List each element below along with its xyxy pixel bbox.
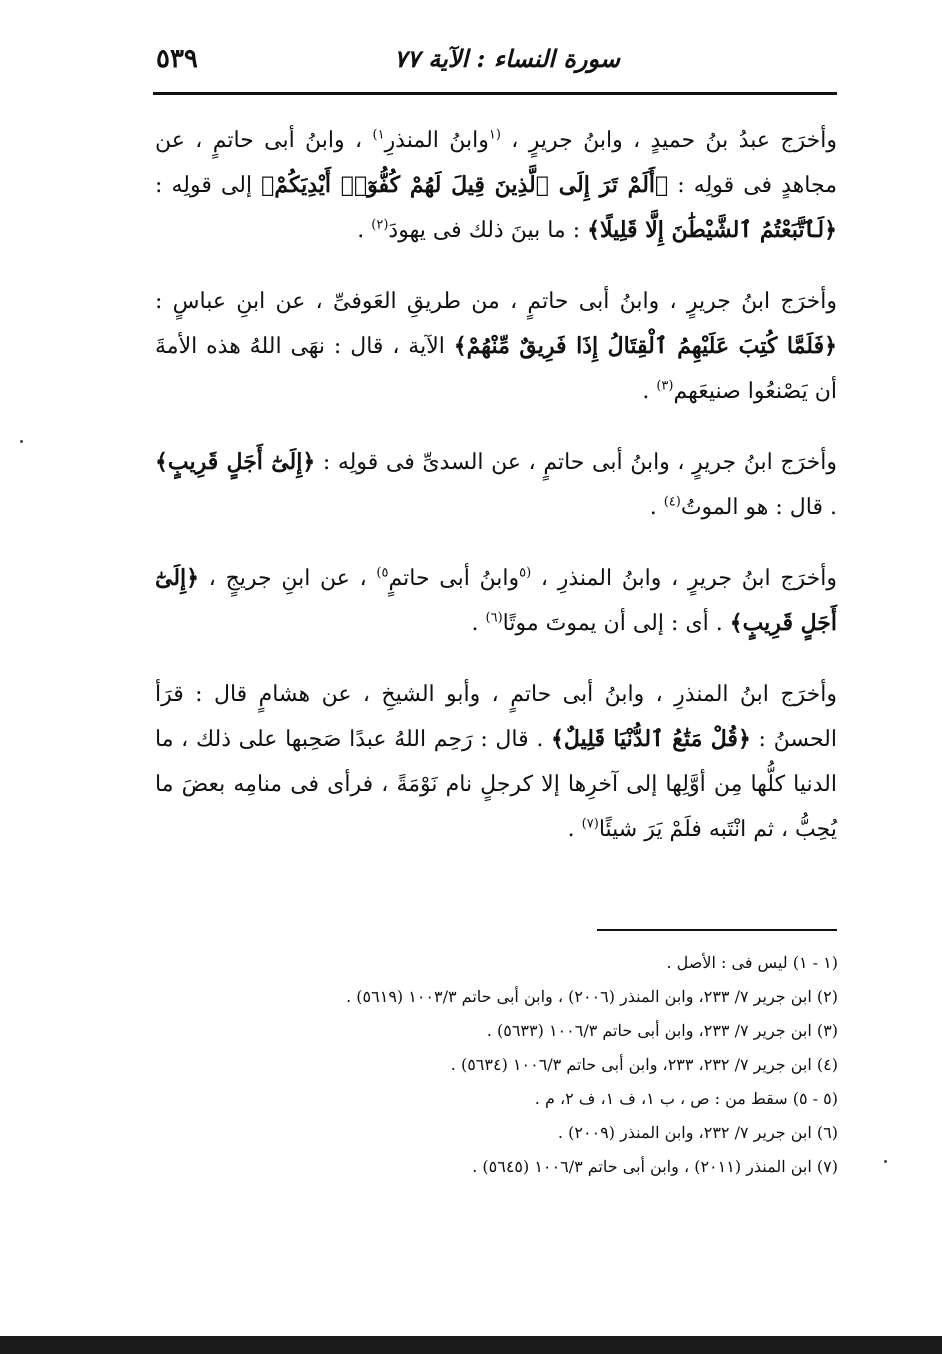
footnote-marker: (٥ <box>519 565 532 581</box>
paragraph-text: : ما بينَ ذلك فى يهودَ <box>388 218 588 243</box>
paragraph-text: . <box>567 817 582 842</box>
footnote: (٤) ابن جرير ٧/ ٢٣٢، ٢٣٣، وابن أبى حاتم ١٠٠٦/٣ (٥٦٣٤) . <box>450 1055 838 1074</box>
paragraph <box>155 672 837 852</box>
paragraph-text: . قال : هو الموتُ <box>680 495 837 520</box>
footnote: (٥ - ٥) سقط من : ص ، ب ١، ف ١، ف ٢، م . <box>534 1089 838 1108</box>
paragraph-text: . <box>642 379 657 404</box>
paragraph-text: إلى قولِه : <box>155 173 262 198</box>
paragraph-text: ، عن ابنِ جريجٍ ، <box>199 566 377 591</box>
footnote: (٦) ابن جرير ٧/ ٢٣٢، وابن المنذر (٢٠٠٩) . <box>557 1123 838 1142</box>
paragraph-text: وابنُ أبى حاتمٍ <box>388 566 520 591</box>
footnote-marker: (١ <box>488 127 501 143</box>
quran-verse: ﴿فَلَمَّا كُتِبَ عَلَيْهِمُ ٱلْقِتَالُ إِذَا فَرِيقٌ مِّنْهُمْ﴾ <box>453 333 838 359</box>
paragraph-text: وأخرَج ابنُ جريرٍ ، وابنُ أبى حاتمٍ ، عن السدىِّ فى قولِه : <box>315 450 837 475</box>
footnote-marker: (٢) <box>371 217 389 233</box>
quran-verse: ﴿أَلَمْ تَرَ إِلَى ٱلَّذِينَ قِيلَ لَهُمْ كُفُّوٓا۟ أَيْدِيَكُمْ﴾ <box>261 172 669 198</box>
footnotes <box>150 946 838 1184</box>
page-number: ٥٣٩ <box>156 44 198 74</box>
footnote-marker: (٦) <box>485 610 503 626</box>
footnote-marker: (٣) <box>656 378 674 394</box>
paragraph-text: . <box>649 495 664 520</box>
footnote-marker: ٥) <box>376 565 389 581</box>
footnote: (٢) ابن جرير ٧/ ٢٣٣، وابن المنذر (٢٠٠٦) ، وابن أبى حاتم ١٠٠٣/٣ (٥٦١٩) . <box>346 987 838 1006</box>
paragraph-text: . <box>357 218 372 243</box>
footnote-marker: (٤) <box>663 494 681 510</box>
quran-verse: ﴿إِلَىٰٓ أَجَلٍ قَرِيبٍ﴾ <box>155 449 316 475</box>
page-header <box>150 40 840 84</box>
paragraph <box>155 279 837 414</box>
footnote-marker: ١) <box>372 127 385 143</box>
header-rule <box>153 92 837 95</box>
paragraph <box>155 556 837 646</box>
footnote: (١ - ١) ليس فى : الأصل . <box>666 953 838 972</box>
footnote-rule <box>597 929 837 931</box>
paragraph-text: . أى : إلى أن يموتَ موتًا <box>502 611 730 636</box>
paragraph-text: وأخرَج ابنُ المنذرِ ، وابنُ أبى حاتمٍ ، وأبو الشيخِ ، عن هشامٍ قال : قرَأ الحسنُ : <box>155 682 837 752</box>
paragraph-text: . قال : رَحِم اللهُ عبدًا صَحِبها على ذلك ، ما الدنيا كلُّها مِن أوَّلِها إلى آخرِها إلا كرجلٍ نام نَوْمَةً ، فرأى فى منامِه بعضَ ما يُحِبُّ ، ثم انْتَبه فلَمْ يَرَ شيئًا <box>155 727 837 842</box>
main-text <box>155 118 837 878</box>
scan-edge-bar <box>0 1336 942 1354</box>
paragraph-text: وأخرَج عبدُ بنُ حميدٍ ، وابنُ جريرٍ ، <box>500 128 837 153</box>
footnote: (٧) ابن المنذر (٢٠١١) ، وابن أبى حاتم ١٠٠٦/٣ (٥٦٤٥) . <box>472 1157 838 1176</box>
paragraph <box>155 440 837 530</box>
paragraph-text: ، وابنُ أبى حاتمٍ ، عن مجاهدٍ فى قولِه : <box>155 128 837 198</box>
quran-verse: ﴿لَٱتَّبَعْتُمُ ٱلشَّيْطَٰنَ إِلَّا قَلِيلًا﴾ <box>587 217 837 243</box>
paragraph <box>155 118 837 253</box>
footnote-marker: (٧) <box>581 816 599 832</box>
footnote: (٣) ابن جرير ٧/ ٢٣٣، وابن أبى حاتم ١٠٠٦/٣ (٥٦٣٣) . <box>486 1021 838 1040</box>
running-title: سورة النساء : الآية ٧٧ <box>394 44 620 73</box>
paragraph-text: وأخرَج ابنُ جريرٍ ، وابنُ أبى حاتمٍ ، من طريقِ العَوفىِّ ، عن ابنِ عباسٍ : <box>155 289 837 314</box>
paragraph-text: وأخرَج ابنُ جريرٍ ، وابنُ المنذرِ ، <box>531 566 837 591</box>
paragraph-text: وابنُ المنذرِ <box>384 128 489 153</box>
paragraph-text: الآية ، قال : نهَى اللهُ هذه الأمةَ أن يَصْنعُوا صنيعَهم <box>155 334 837 404</box>
scan-speck <box>20 440 23 443</box>
scan-speck <box>884 1160 887 1163</box>
quran-verse: ﴿إِلَىٰٓ أَجَلٍ قَرِيبٍ﴾ <box>155 565 837 636</box>
paragraph-text: . <box>471 611 486 636</box>
quran-verse: ﴿قُلْ مَتَٰعُ ٱلدُّنْيَا قَلِيلٌ﴾ <box>551 726 751 752</box>
